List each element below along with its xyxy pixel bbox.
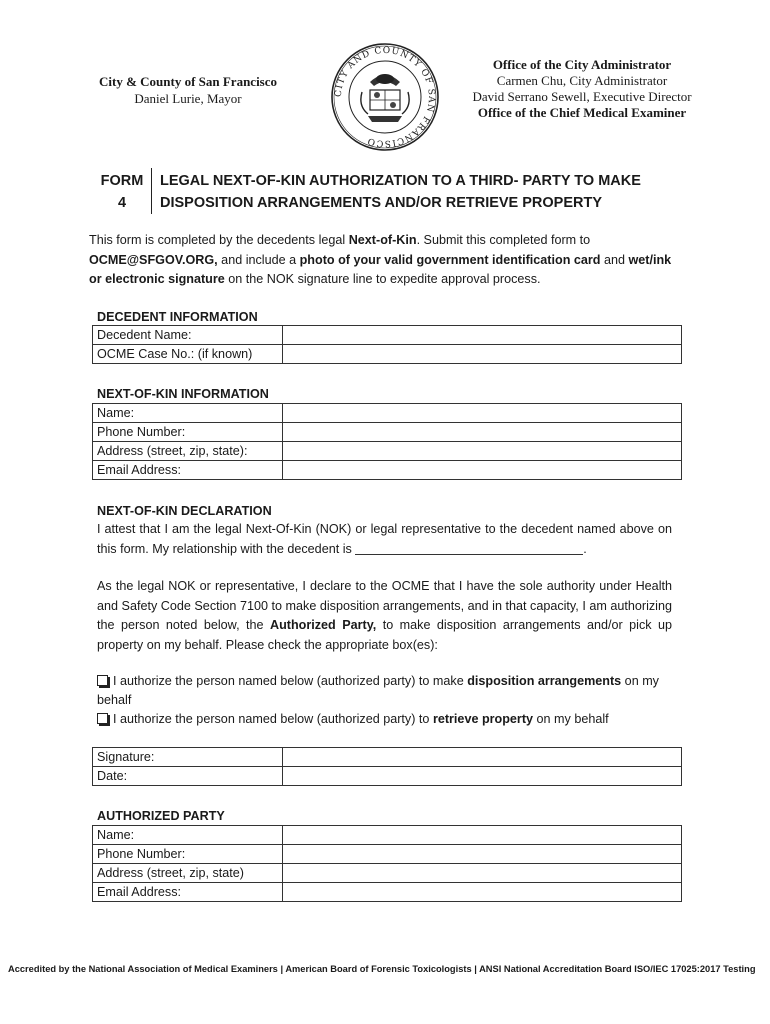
city-administrator: Carmen Chu, City Administrator: [496, 73, 668, 88]
checkbox-disposition[interactable]: [97, 675, 108, 686]
intro-text: This form is completed by the decedents legal: [89, 233, 349, 247]
authorized-heading: AUTHORIZED PARTY: [97, 809, 225, 823]
table-row: [93, 883, 682, 902]
form-title-line2: DISPOSITION ARRANGEMENTS AND/OR RETRIEVE PROPERTY: [160, 195, 603, 211]
footer-separator: |: [474, 964, 477, 974]
table-row: [93, 748, 682, 767]
decedent-heading: DECEDENT INFORMATION: [97, 310, 258, 324]
date-label: Date:: [93, 767, 283, 786]
attest-paragraph: [97, 520, 672, 559]
signature-label: Signature:: [93, 748, 283, 767]
ap-email-label: Email Address:: [93, 883, 283, 902]
attest-end: .: [583, 541, 587, 556]
checkbox-property[interactable]: [97, 713, 108, 724]
case-number-label: OCME Case No.: (if known): [93, 345, 283, 364]
intro-text: . Submit this completed form to: [416, 233, 591, 247]
table-row: [93, 767, 682, 786]
decedent-name-label: Decedent Name:: [93, 326, 283, 345]
nok-table: [92, 403, 682, 480]
declaration-paragraph: [97, 577, 672, 655]
table-row: [93, 404, 682, 423]
checkbox-property-bold: retrieve property: [432, 712, 534, 726]
intro-text: on the NOK signature line to expedite approval process.: [224, 272, 541, 286]
ap-phone-field[interactable]: [283, 845, 682, 864]
form-title: [160, 170, 680, 214]
checkbox-property-text: on my behalf: [533, 712, 609, 726]
city-name: City & County of San Francisco: [98, 74, 278, 89]
footer-anab: ANSI National Accreditation Board ISO/IEC 17025:2017 Testing: [479, 964, 756, 974]
intro-signature: wet/ink or electronic signature: [89, 252, 672, 286]
table-row: [93, 345, 682, 364]
relationship-field[interactable]: [355, 541, 583, 555]
attest-text: I attest that I am the legal Next-Of-Kin (NOK) or legal representative to the decedent named above on this form. My relationship with the decedent is: [97, 522, 672, 556]
checkbox-disposition-text: on my behalf: [97, 674, 659, 707]
table-row: [93, 442, 682, 461]
nok-name-field[interactable]: [283, 404, 682, 423]
table-row: [93, 461, 682, 480]
intro-text: and: [600, 252, 629, 267]
seal-text: CITY AND COUNTY OF SAN FRANCISCO: [333, 45, 437, 149]
accreditation-footer: [8, 964, 768, 974]
form-number: [96, 170, 148, 214]
declaration-text: As the legal NOK or representative, I declare to the OCME that I have the sole authority under Health and Safety Code Section 7100 to make disposition arrangements, and in that capacity, I am authorizing the person noted below, the: [97, 579, 672, 632]
office-header: [462, 57, 702, 121]
signature-field[interactable]: [283, 748, 682, 767]
footer-name: Accredited by the National Association of Medical Examiners: [8, 964, 278, 974]
intro-text: and include a: [217, 252, 300, 267]
date-field[interactable]: [283, 767, 682, 786]
office-medical-examiner: Office of the Chief Medical Examiner: [477, 105, 687, 120]
mayor-name: Daniel Lurie, Mayor: [134, 91, 242, 106]
ap-name-label: Name:: [93, 826, 283, 845]
nok-name-label: Name:: [93, 404, 283, 423]
footer-abft: American Board of Forensic Toxicologists: [285, 964, 472, 974]
signature-table: [92, 747, 682, 786]
decedent-name-field[interactable]: [283, 326, 682, 345]
declaration-heading: NEXT-OF-KIN DECLARATION: [97, 504, 272, 518]
ap-address-field[interactable]: [283, 864, 682, 883]
intro-nok: Next-of-Kin: [348, 233, 417, 247]
checkbox-disposition-row[interactable]: [97, 672, 677, 710]
ap-email-field[interactable]: [283, 883, 682, 902]
nok-email-label: Email Address:: [93, 461, 283, 480]
ap-name-field[interactable]: [283, 826, 682, 845]
case-number-field[interactable]: [283, 345, 682, 364]
intro-photo-id: photo of your valid government identification card: [299, 252, 601, 267]
ap-phone-label: Phone Number:: [93, 845, 283, 864]
checkbox-property-row[interactable]: [97, 710, 677, 729]
executive-director: David Serrano Sewell, Executive Director: [472, 89, 692, 104]
office-city-admin: Office of the City Administrator: [492, 57, 672, 72]
table-row: [93, 864, 682, 883]
checkbox-disposition-text: I authorize the person named below (authorized party) to make: [113, 674, 468, 688]
checkbox-disposition-bold: disposition arrangements: [467, 674, 622, 688]
authorized-party-term: Authorized Party,: [269, 618, 377, 632]
form-number-value: 4: [117, 195, 127, 211]
title-divider: [151, 168, 152, 214]
decedent-table: [92, 325, 682, 364]
submit-email[interactable]: OCME@SFGOV.ORG,: [89, 252, 218, 267]
form-label: FORM: [100, 173, 144, 189]
table-row: [93, 423, 682, 442]
form-title-line1: LEGAL NEXT-OF-KIN AUTHORIZATION TO A THIRD- PARTY TO MAKE: [160, 173, 641, 189]
table-row: [93, 845, 682, 864]
intro-paragraph: [89, 231, 674, 290]
city-seal-icon: [330, 42, 440, 152]
table-row: [93, 826, 682, 845]
nok-address-field[interactable]: [283, 442, 682, 461]
table-row: [93, 326, 682, 345]
footer-separator: |: [280, 964, 284, 974]
nok-heading: NEXT-OF-KIN INFORMATION: [97, 387, 269, 401]
checkbox-property-text: I authorize the person named below (authorized party) to: [113, 712, 433, 726]
declaration-text: to make disposition arrangements and/or pick up property on my behalf. Please check the appropriate box(es):: [97, 618, 673, 652]
ap-address-label: Address (street, zip, state): [93, 864, 283, 883]
authorized-table: [92, 825, 682, 902]
nok-phone-field[interactable]: [283, 423, 682, 442]
nok-phone-label: Phone Number:: [93, 423, 283, 442]
nok-email-field[interactable]: [283, 461, 682, 480]
city-header: [78, 73, 298, 107]
nok-address-label: Address (street, zip, state):: [93, 442, 283, 461]
